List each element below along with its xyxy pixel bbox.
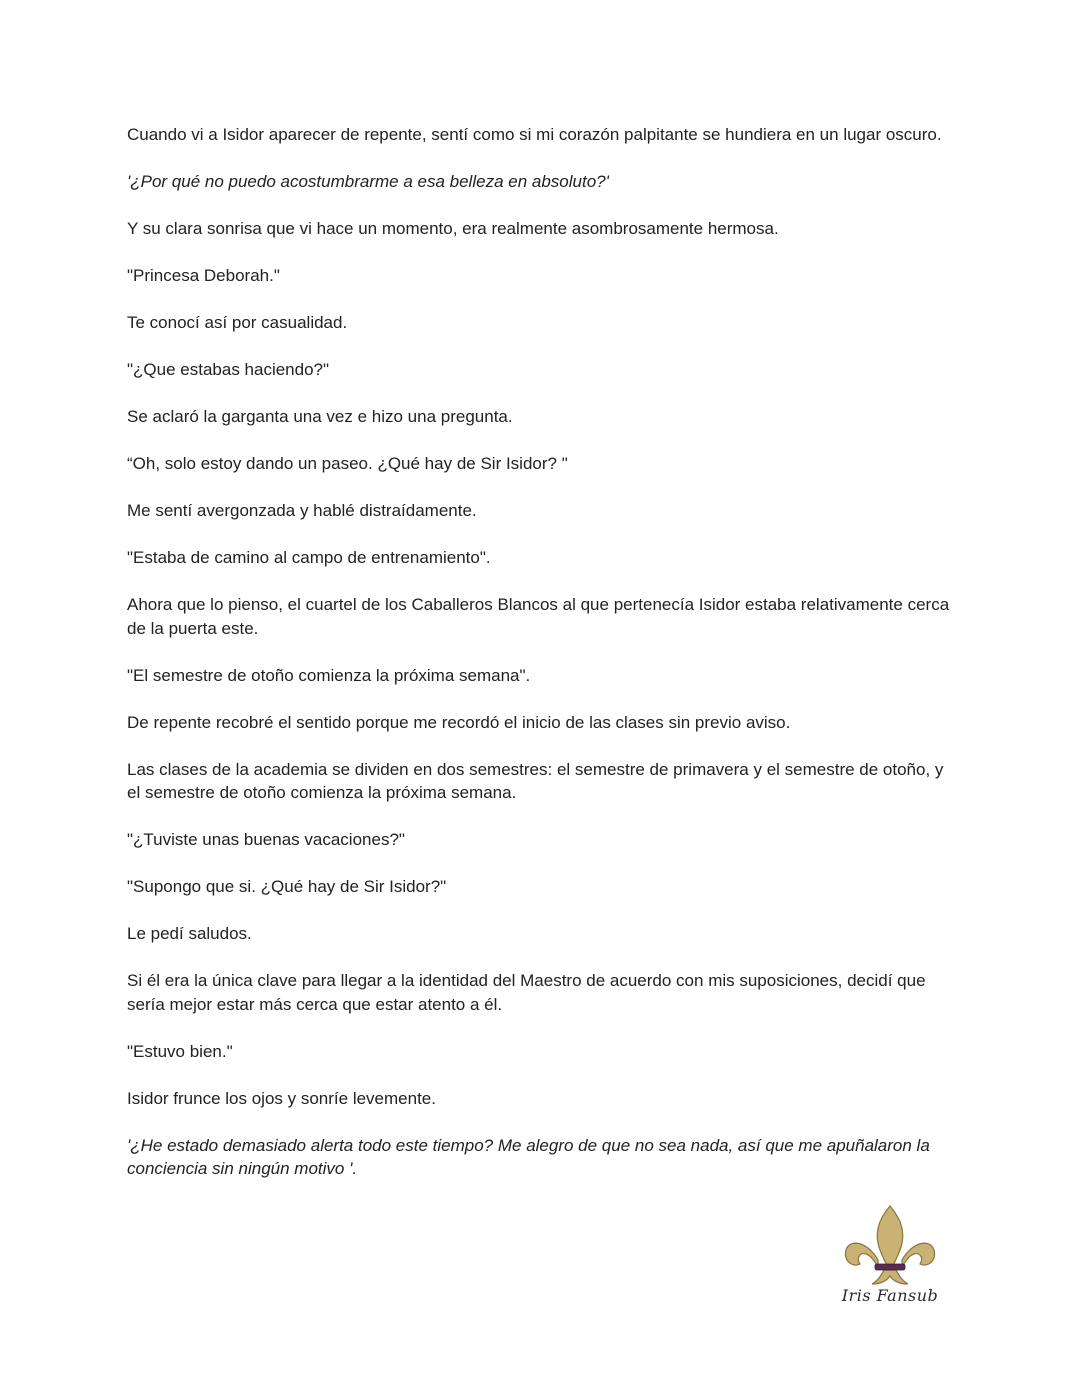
paragraph: “Oh, solo estoy dando un paseo. ¿Qué hay de Sir Isidor? " bbox=[127, 454, 568, 473]
paragraph: "Supongo que si. ¿Qué hay de Sir Isidor?" bbox=[127, 877, 447, 896]
paragraph: Si él era la única clave para llegar a la identidad del Maestro de acuerdo con mis suposiciones, decidí que sería mejor estar más cerca que estar atento a él. bbox=[127, 971, 926, 1014]
fleur-de-lis-icon bbox=[838, 1202, 942, 1288]
paragraph: De repente recobré el sentido porque me recordó el inicio de las clases sin previo aviso. bbox=[127, 712, 791, 732]
paragraph: '¿Por qué no puedo acostumbrarme a esa belleza en absoluto?' bbox=[127, 172, 609, 191]
paragraph: Isidor frunce los ojos y sonríe levemente. bbox=[127, 1088, 436, 1108]
paragraph: Se aclaró la garganta una vez e hizo una pregunta. bbox=[127, 407, 513, 426]
paragraph: "El semestre de otoño comienza la próxima semana". bbox=[127, 665, 531, 685]
paragraph: "¿Tuviste unas buenas vacaciones?" bbox=[127, 830, 405, 849]
paragraph: Cuando vi a Isidor aparecer de repente, sentí como si mi corazón palpitante se hundiera en un lugar oscuro. bbox=[127, 125, 942, 144]
paragraph: "Estuvo bien." bbox=[127, 1041, 233, 1061]
paragraph: "Estaba de camino al campo de entrenamiento". bbox=[127, 548, 491, 567]
paragraph: Las clases de la academia se dividen en dos semestres: el semestre de primavera y el semestre de otoño, y el semestre de otoño comienza la próxima semana. bbox=[127, 759, 944, 802]
paragraph: "Princesa Deborah." bbox=[127, 266, 280, 285]
paragraph: Y su clara sonrisa que vi hace un momento, era realmente asombrosamente hermosa. bbox=[127, 219, 779, 238]
logo-text: Iris Fansub bbox=[841, 1286, 939, 1305]
paragraph: '¿He estado demasiado alerta todo este tiempo? Me alegro de que no sea nada, así que me apuñalaron la conciencia sin ningún motivo '. bbox=[127, 1135, 930, 1178]
paragraph: Me sentí avergonzada y hablé distraídamente. bbox=[127, 501, 477, 520]
document-body bbox=[127, 123, 957, 1204]
paragraph: Te conocí así por casualidad. bbox=[127, 313, 348, 332]
paragraph: Le pedí saludos. bbox=[127, 924, 252, 943]
iris-fansub-logo bbox=[838, 1202, 942, 1314]
paragraph: "¿Que estabas haciendo?" bbox=[127, 360, 330, 379]
paragraph: Ahora que lo pienso, el cuartel de los Caballeros Blancos al que pertenecía Isidor estaba relativamente cerca de la puerta este. bbox=[127, 595, 950, 638]
